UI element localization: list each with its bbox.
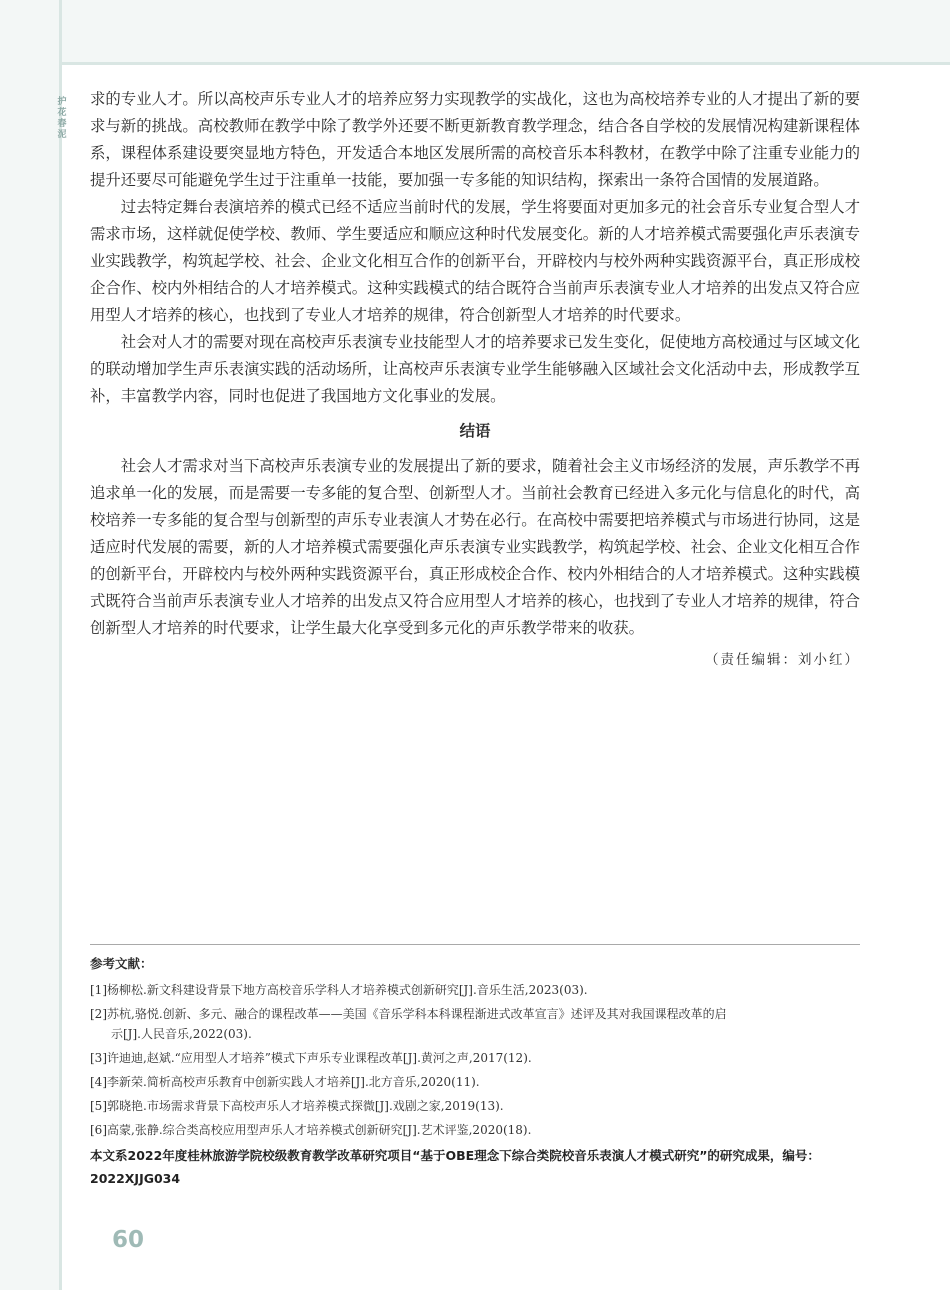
- reference-item: [90, 980, 860, 1000]
- reference-text: [2]苏杭,骆悦.创新、多元、融合的课程改革——美国《音乐学科本科课程渐进式改革宣言》述评及其对我国课程改革的启: [90, 1007, 727, 1021]
- reference-item: [90, 1096, 860, 1116]
- reference-item: [90, 1004, 860, 1044]
- article-body: [90, 86, 860, 672]
- paragraph: 过去特定舞台表演培养的模式已经不适应当前时代的发展，学生将要面对更加多元的社会音乐专业复合型人才需求市场，这样就促使学校、教师、学生要适应和顺应这种时代发展变化。新的人才培养模式需要强化声乐表演专业实践教学，构筑起学校、社会、企业文化相互合作的创新平台，开辟校内与校外两种实践资源平台，真正形成校企合作、校内外相结合的人才培养模式。这种实践模式的结合既符合当前声乐表演专业人才培养的出发点又符合应用型人才培养的核心，也找到了专业人才培养的规律，符合创新型人才培养的时代要求。: [90, 198, 860, 324]
- reference-text: [1]杨柳松.新文科建设背景下地方高校音乐学科人才培养模式创新研究[J].音乐生活,2023(03).: [90, 983, 588, 997]
- editor-note: （责任编辑：刘小红）: [705, 652, 860, 668]
- reference-text: [5]郭晓艳.市场需求背景下高校声乐人才培养模式探微[J].戏剧之家,2019(13).: [90, 1099, 504, 1113]
- paragraph: 社会对人才的需要对现在高校声乐表演专业技能型人才的培养要求已发生变化，促使地方高校通过与区域文化的联动增加学生声乐表演实践的活动场所，让高校声乐表演专业学生能够融入区域社会文化活动中去，形成教学互补，丰富教学内容，同时也促进了我国地方文化事业的发展。: [90, 333, 860, 405]
- reference-item: [90, 1120, 860, 1140]
- column-tag: 护花春泥: [57, 97, 67, 140]
- references-section: [90, 954, 860, 1190]
- paragraph: 求的专业人才。所以高校声乐专业人才的培养应努力实现教学的实战化，这也为高校培养专业的人才提出了新的要求与新的挑战。高校教师在教学中除了教学外还要不断更新教育教学理念，结合各自学校的发展情况构建新课程体系，课程体系建设要突显地方特色，开发适合本地区发展所需的高校音乐本科教材，在教学中除了注重专业能力的提升还要尽可能避免学生过于注重单一技能，要加强一专多能的知识结构，探索出一条符合国情的发展道路。: [90, 90, 860, 189]
- page-number: 60: [112, 1227, 145, 1253]
- reference-continuation: 示[J].人民音乐,2022(03).: [111, 1027, 252, 1041]
- reference-item: [90, 1072, 860, 1092]
- reference-item: [90, 1048, 860, 1068]
- references-divider: [90, 944, 860, 945]
- left-margin-band: [0, 0, 62, 1290]
- reference-text: [6]高蒙,张静.综合类高校应用型声乐人才培养模式创新研究[J].艺术评鉴,2020(18).: [90, 1123, 532, 1137]
- conclusion-paragraph: 社会人才需求对当下高校声乐表演专业的发展提出了新的要求，随着社会主义市场经济的发展，声乐教学不再追求单一化的发展，而是需要一专多能的复合型、创新型人才。当前社会教育已经进入多元化与信息化的时代，高校培养一专多能的复合型与创新型的声乐专业表演人才势在必行。在高校中需要把培养模式与市场进行协同，这是适应时代发展的需要，新的人才培养模式需要强化声乐表演专业实践教学，构筑起学校、社会、企业文化相互合作的创新平台，开辟校内与校外两种实践资源平台，真正形成校企合作、校内外相结合的人才培养模式。这种实践模式既符合当前声乐表演专业人才培养的出发点又符合应用型人才培养的核心，也找到了专业人才培养的规律，符合创新型人才培养的时代要求，让学生最大化享受到多元化的声乐教学带来的收获。: [90, 457, 860, 637]
- header-band: [62, 0, 950, 65]
- reference-text: [3]许迪迪,赵斌.“应用型人才培养”模式下声乐专业课程改革[J].黄河之声,2017(12).: [90, 1051, 532, 1065]
- conclusion-heading: 结语: [459, 422, 491, 440]
- references-title: 参考文献：: [90, 956, 153, 971]
- funding-note: 本文系2022年度桂林旅游学院校级教育教学改革研究项目“基于OBE理念下综合类院校音乐表演人才模式研究”的研究成果，编号：2022XJJG034: [90, 1148, 820, 1186]
- reference-text: [4]李新荣.简析高校声乐教育中创新实践人才培养[J].北方音乐,2020(11).: [90, 1075, 480, 1089]
